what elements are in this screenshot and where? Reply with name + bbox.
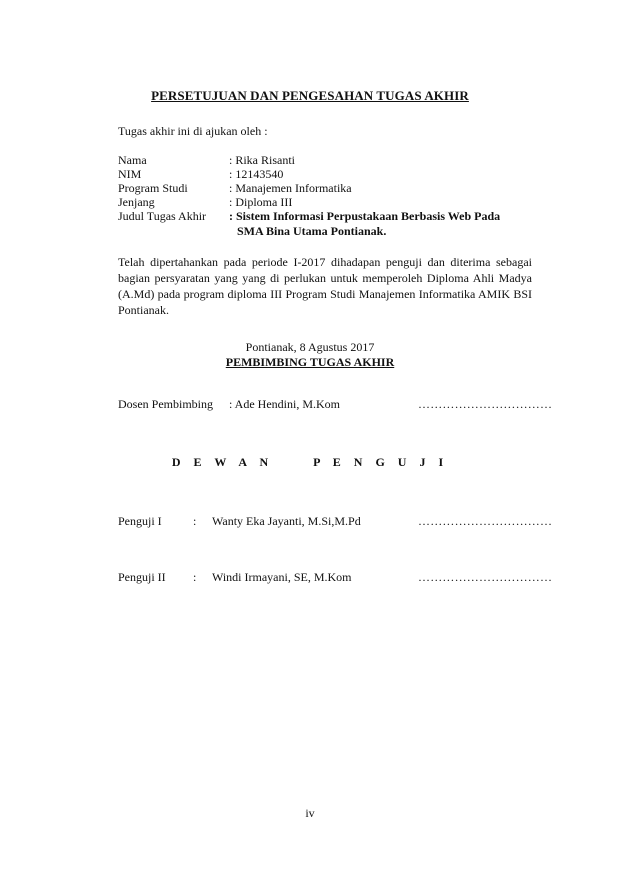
field-value-program-studi: : Manajemen Informatika [229,181,352,195]
intro-text: Tugas akhir ini di ajukan oleh : [118,124,268,138]
field-value-nama: : Rika Risanti [229,153,295,167]
field-value-judul: : Sistem Informasi Perpustakaan Berbasis Web Pada [229,209,501,223]
field-label-program-studi: Program Studi [118,181,188,195]
dosen-label: Dosen Pembimbing [118,397,213,411]
field-label-nama: Nama [118,153,147,167]
field-value-judul-line2: SMA Bina Utama Pontianak. [237,224,387,238]
field-label-nim: NIM [118,167,142,181]
pembimbing-heading: PEMBIMBING TUGAS AKHIR [225,355,395,369]
page-title: PERSETUJUAN DAN PENGESAHAN TUGAS AKHIR [151,88,469,103]
penguji-1-name: Wanty Eka Jayanti, M.Si,M.Pd [212,514,361,528]
penguji-2-name: Windi Irmayani, SE, M.Kom [212,570,352,584]
dosen-value: : Ade Hendini, M.Kom [229,397,340,411]
dosen-signature-line: …………………………… [418,397,553,411]
penguji-1-label: Penguji I [118,514,162,528]
approval-paragraph: Telah dipertahankan pada periode I-2017 dihadapan penguji dan diterima sebagai bagian persyaratan yang yang di perlukan untuk memperoleh Diploma Ahli Madya (A.Md) pada program diploma III Program Studi Manajemen Informatika AMIK BSI Pontianak. [118,255,532,317]
penguji-1-colon: : [193,514,197,528]
penguji-1-signature-line: …………………………… [418,514,553,528]
field-label-jenjang: Jenjang [118,195,155,209]
penguji-2-signature-line: …………………………… [418,570,553,584]
place-date: Pontianak, 8 Agustus 2017 [245,340,375,354]
field-value-jenjang: : Diploma III [229,195,293,209]
penguji-2-label: Penguji II [118,570,166,584]
field-label-judul: Judul Tugas Akhir [118,209,207,223]
page-number: iv [305,806,315,820]
penguji-2-colon: : [193,570,197,584]
dewan-heading: D E W A N P E N G U J I [171,455,449,469]
field-value-nim: : 12143540 [229,167,284,181]
